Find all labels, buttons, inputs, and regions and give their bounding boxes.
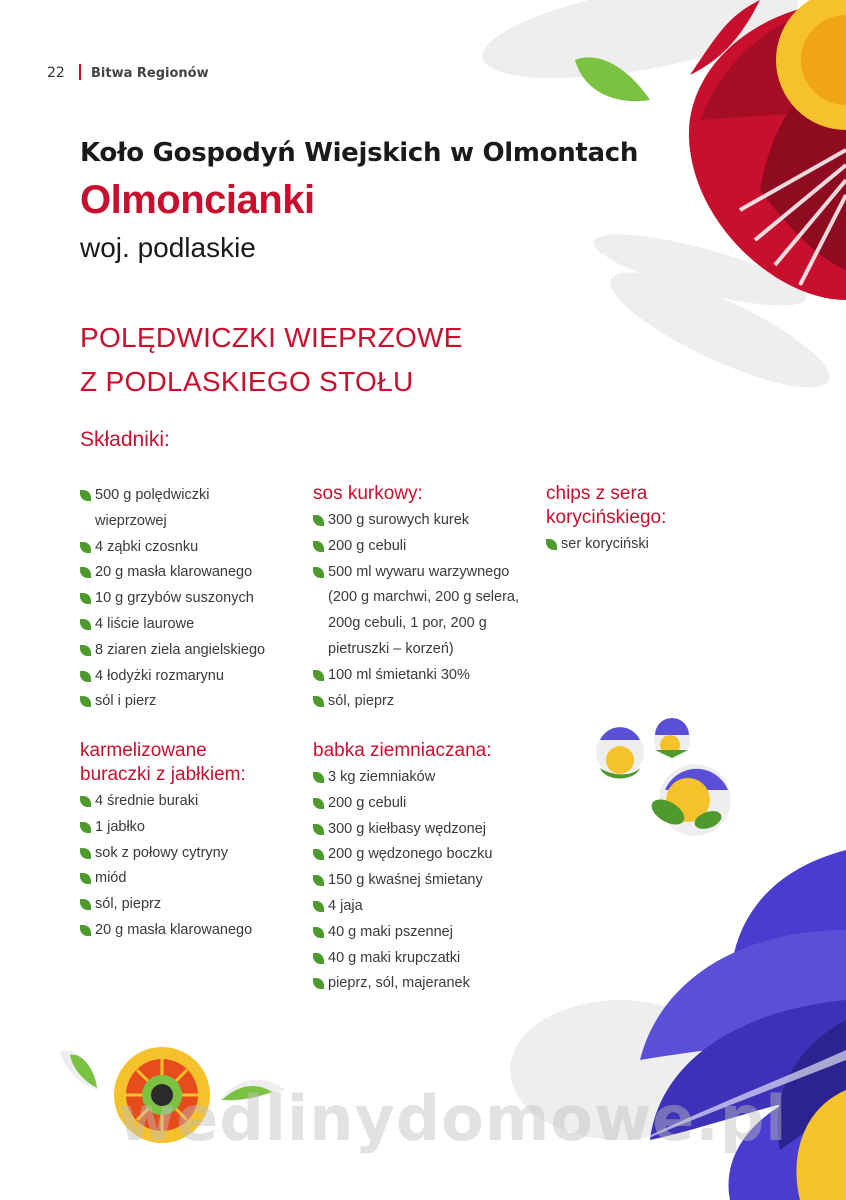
- list-item: 200 g cebuli: [313, 791, 543, 817]
- list-item: 4 jaja: [313, 894, 543, 920]
- list-item: 200 g wędzonego boczku: [313, 842, 543, 868]
- beets-title-line-1: karmelizowane: [80, 740, 207, 761]
- sauce-group: [313, 482, 543, 714]
- header-divider: [79, 64, 81, 80]
- beets-title: [80, 739, 305, 787]
- list-item: 4 łodyżki rozmarynu: [80, 664, 295, 690]
- organization-name: Koło Gospodyń Wiejskich w Olmontach: [80, 138, 639, 168]
- team-name: Olmoncianki: [80, 178, 315, 222]
- chips-group: [546, 482, 736, 558]
- list-item: 3 kg ziemniaków: [313, 765, 543, 791]
- list-item: 300 g kiełbasy wędzonej: [313, 817, 543, 843]
- page-number: 22: [47, 65, 65, 81]
- ingredients-heading: Składniki:: [80, 428, 170, 451]
- sauce-title: sos kurkowy:: [313, 483, 423, 504]
- dish-title: [80, 316, 463, 404]
- list-item: 20 g masła klarowanego: [80, 918, 305, 944]
- chips-title: [546, 482, 736, 530]
- chips-title-line-1: chips z sera: [546, 483, 648, 504]
- main-ingredients-list: [80, 483, 295, 715]
- section-title: Bitwa Regionów: [91, 66, 209, 81]
- list-item: 4 liście laurowe: [80, 612, 295, 638]
- small-flowers-icon: [596, 718, 731, 836]
- list-item: pieprz, sól, majeranek: [313, 971, 543, 997]
- list-item: pietruszki – korzeń): [328, 640, 454, 657]
- list-item: ser koryciński: [546, 532, 736, 558]
- babka-list: [313, 765, 543, 997]
- babka-group: [313, 739, 543, 997]
- dish-title-line-2: Z PODLASKIEGO STOŁU: [80, 366, 414, 397]
- list-item: 300 g surowych kurek: [313, 508, 543, 534]
- chips-title-line-2: korycińskiego:: [546, 507, 667, 528]
- list-item: 40 g maki pszennej: [313, 920, 543, 946]
- list-item: 150 g kwaśnej śmietany: [313, 868, 543, 894]
- list-item: 4 ząbki czosnku: [80, 535, 295, 561]
- beets-list: [80, 789, 305, 944]
- babka-title: babka ziemniaczana:: [313, 740, 492, 761]
- watermark: wedlinydomowe.pl: [118, 1082, 788, 1155]
- list-item: miód: [80, 866, 305, 892]
- list-item: 4 średnie buraki: [80, 789, 305, 815]
- list-item: 200g cebuli, 1 por, 200 g: [328, 615, 487, 632]
- list-item: 500 g polędwiczki: [80, 483, 295, 509]
- list-item: 100 ml śmietanki 30%: [313, 663, 543, 689]
- list-item: 8 ziaren ziela angielskiego: [80, 638, 295, 664]
- beets-title-line-2: buraczki z jabłkiem:: [80, 764, 246, 785]
- beets-group: [80, 739, 305, 944]
- page-header: [47, 64, 209, 81]
- main-ingredients: [80, 483, 295, 715]
- list-item: (200 g marchwi, 200 g selera,: [328, 589, 520, 606]
- list-item: sól i pierz: [80, 689, 295, 715]
- region-name: woj. podlaskie: [80, 232, 256, 263]
- list-item: sól, pieprz: [80, 892, 305, 918]
- list-item: 40 g maki krupczatki: [313, 946, 543, 972]
- dish-title-line-1: POLĘDWICZKI WIEPRZOWE: [80, 322, 463, 353]
- list-item: sól, pieprz: [313, 689, 543, 715]
- list-item: 200 g cebuli: [313, 534, 543, 560]
- list-item: sok z połowy cytryny: [80, 841, 305, 867]
- list-item: 500 ml wywaru warzywnego: [313, 560, 543, 586]
- list-item: 1 jabłko: [80, 815, 305, 841]
- list-item: wieprzowej: [95, 512, 167, 529]
- chips-list: [546, 532, 736, 558]
- list-item: 10 g grzybów suszonych: [80, 586, 295, 612]
- sauce-list: [313, 508, 543, 714]
- list-item: 20 g masła klarowanego: [80, 560, 295, 586]
